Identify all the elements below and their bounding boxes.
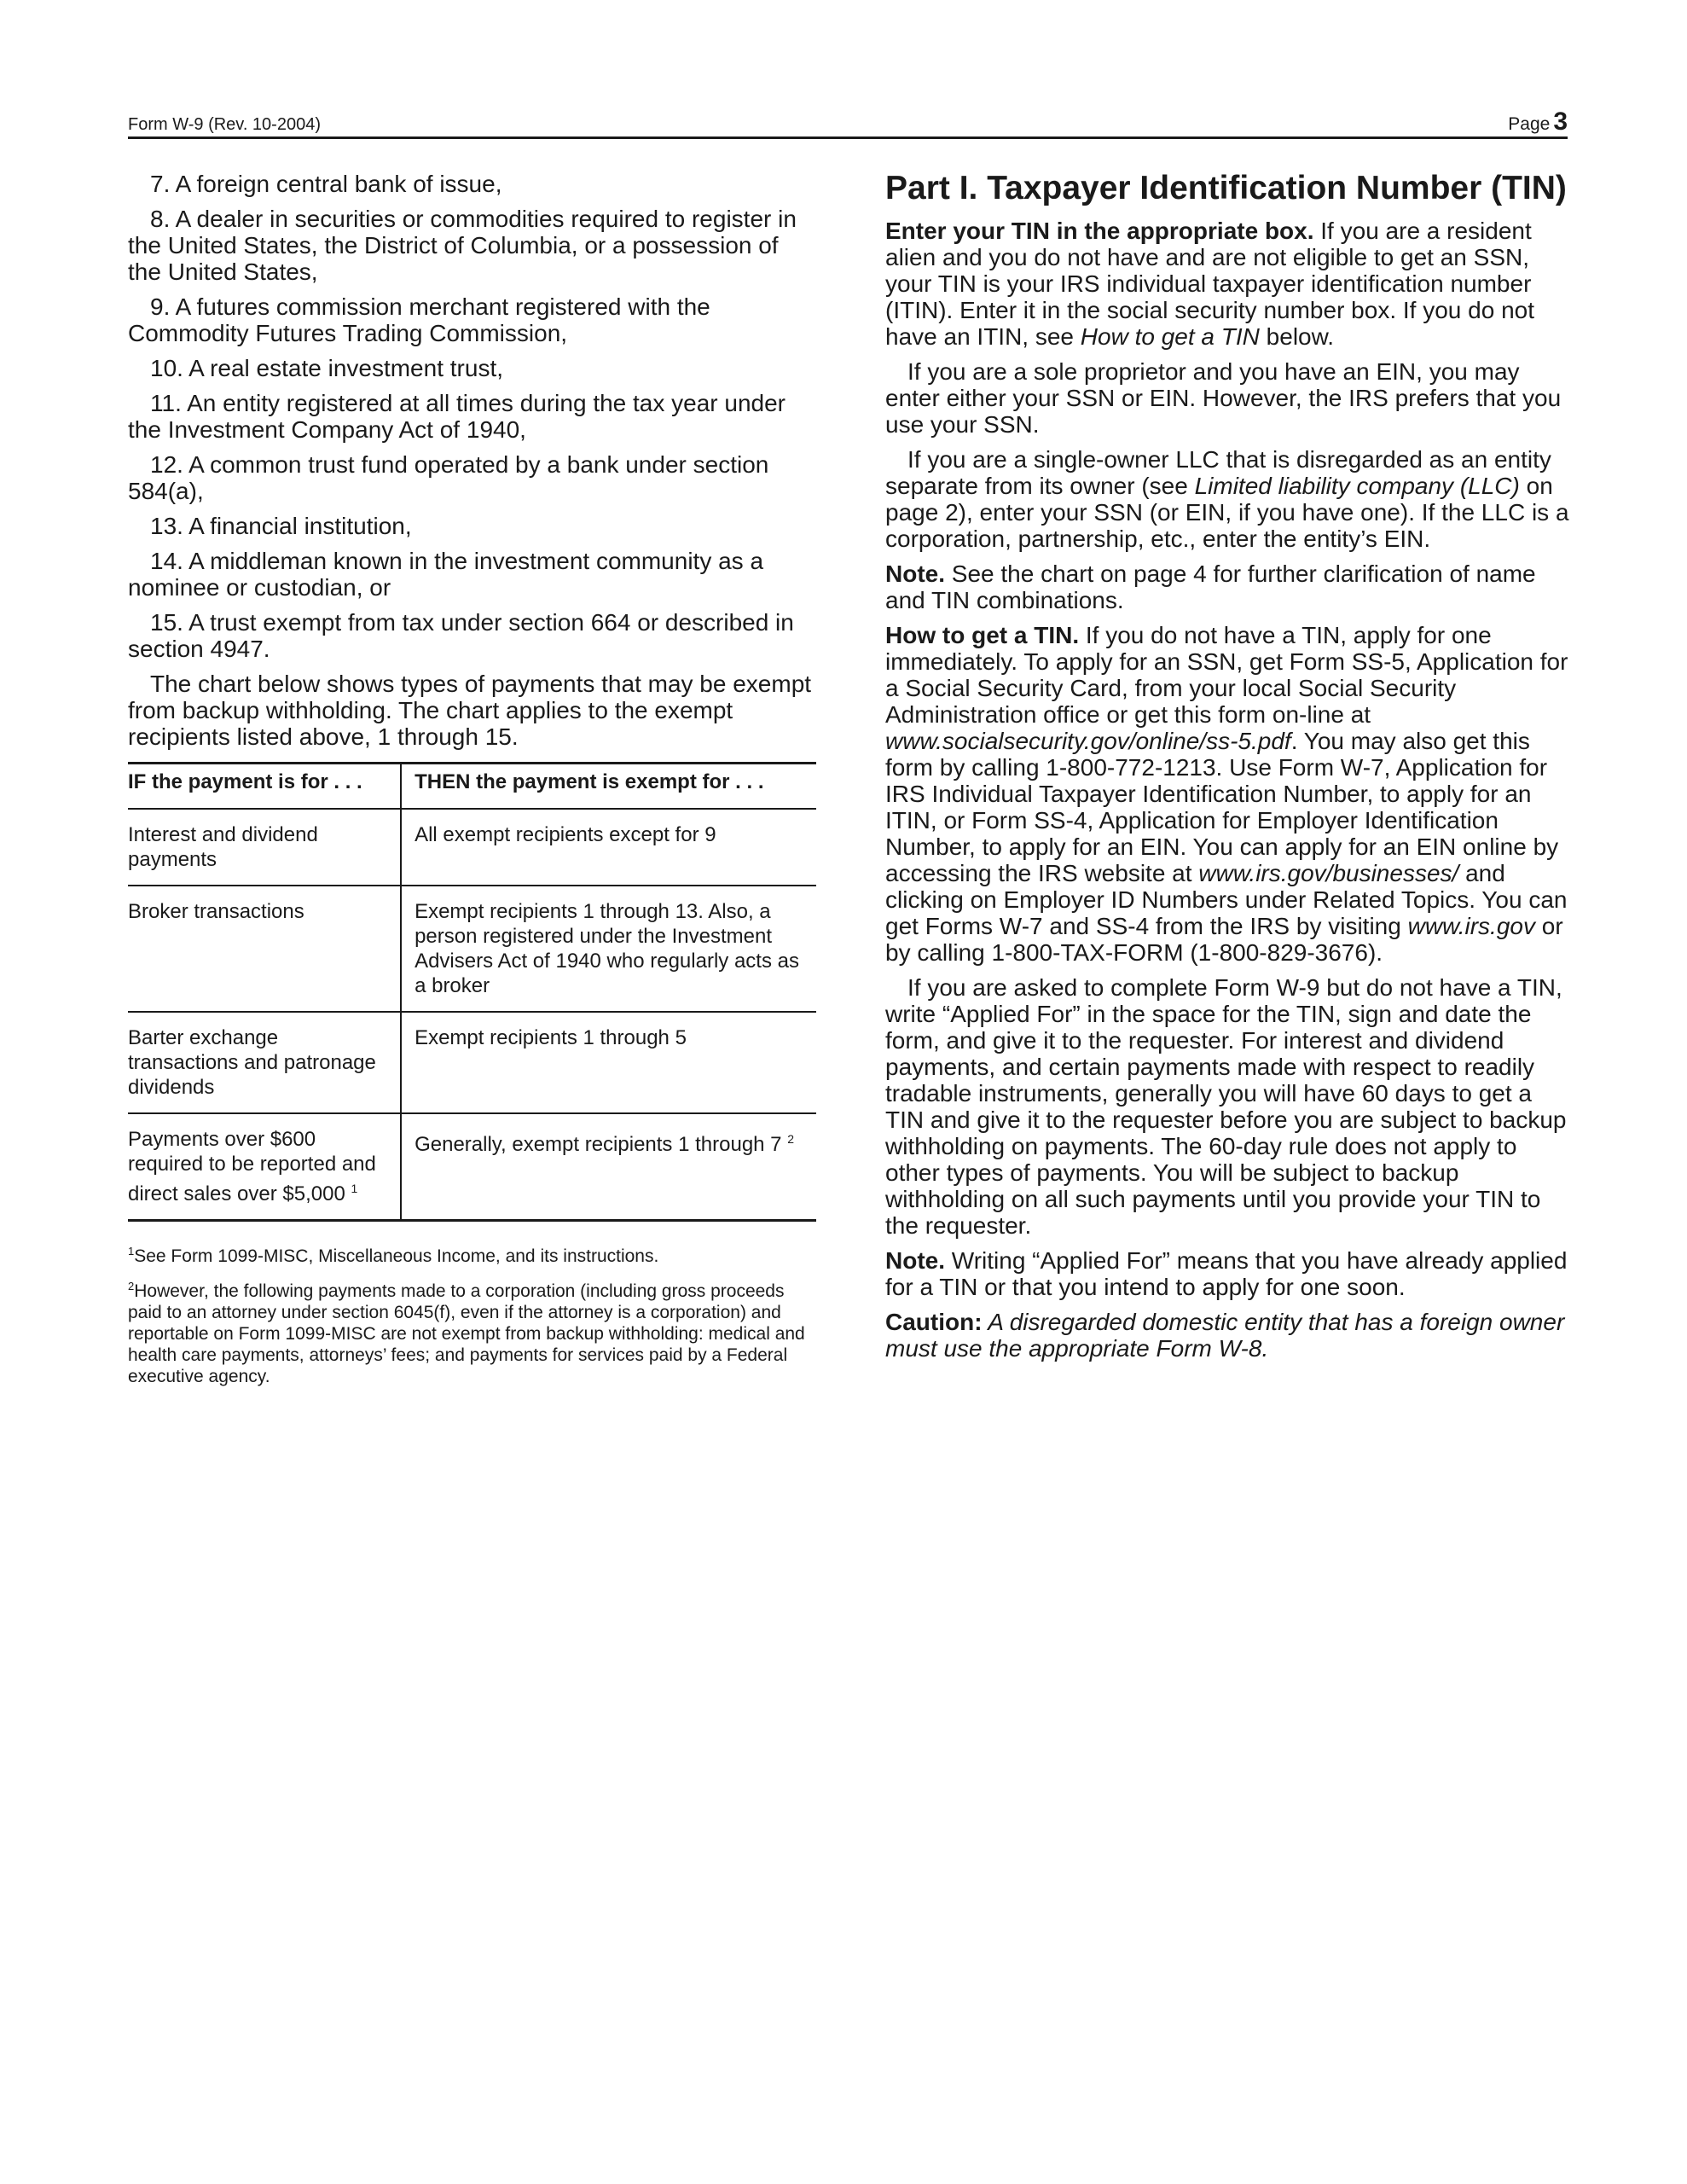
table-header-exempt: THEN the payment is exempt for . . .	[401, 764, 816, 810]
footnote-mark: 1	[128, 1245, 135, 1258]
exempt-item-7: 7. A foreign central bank of issue,	[150, 171, 502, 197]
paragraph-text: If you are a single-owner LLC that is disregarded as an entity separate from its owner (see	[885, 446, 1551, 499]
footnote-ref: 2	[787, 1132, 794, 1146]
table-row	[128, 809, 816, 886]
lead-in: Note.	[885, 561, 945, 587]
page-header	[128, 107, 1568, 138]
exempt-item-11: 11. An entity registered at all times during the tax year under the Investment Company Act of 1940,	[128, 390, 786, 443]
caution-paragraph	[885, 1309, 1576, 1362]
page-word: Page	[1508, 114, 1551, 134]
llc-paragraph	[885, 446, 1576, 552]
lead-in: How to get a TIN.	[885, 622, 1080, 648]
payment-cell: Barter exchange transactions and patronage dividends	[128, 1012, 401, 1113]
header-rule	[128, 136, 1568, 139]
ssa-url-link[interactable]: www.socialsecurity.gov/online/ss-5.pdf	[885, 728, 1291, 754]
exempt-item-9: 9. A futures commission merchant registered with the Commodity Futures Trading Commission,	[128, 293, 710, 346]
payment-cell: Interest and dividend payments	[128, 809, 401, 886]
paragraph-text: Writing “Applied For” means that you have already applied for a TIN or that you intend to apply for one soon.	[885, 1247, 1568, 1300]
exempt-cell	[401, 1113, 816, 1221]
exempt-cell: Exempt recipients 1 through 13. Also, a person registered under the Investment Advisers Act of 1940 who regularly acts as a broker	[401, 886, 816, 1012]
exempt-item-10: 10. A real estate investment trust,	[150, 355, 503, 381]
exempt-item-8: 8. A dealer in securities or commodities required to register in the United States, the District of Columbia, or a possession of the United States,	[128, 206, 797, 285]
applied-for-paragraph: If you are asked to complete Form W-9 but do not have a TIN, write “Applied For” in the space for the TIN, sign and date the form, and give it to the requester. For interest and dividend payments, and certain payments made with respect to readily tradable instruments, generally you will have 60 days to get a TIN and give it to the requester before you are subject to backup withholding on payments. The 60-day rule does not apply to other types of payments. You will be subject to backup withholding on all such payments until you provide your TIN to the requester.	[885, 974, 1567, 1239]
table-header-row	[128, 764, 816, 810]
footnote-text: See Form 1099-MISC, Miscellaneous Income, and its instructions.	[134, 1246, 659, 1266]
table-header-payment: IF the payment is for . . .	[128, 770, 362, 793]
exemption-table	[128, 762, 816, 1222]
lead-in: Enter your TIN in the appropriate box.	[885, 218, 1314, 244]
note-paragraph	[885, 561, 1576, 613]
lead-in: Note.	[885, 1247, 945, 1274]
right-column	[885, 171, 1576, 1370]
chart-intro: The chart below shows types of payments that may be exempt from backup withholding. The chart applies to the exempt recipients listed above, 1 through 15.	[128, 671, 812, 750]
paragraph-text: below.	[1259, 323, 1335, 350]
exempt-cell: Exempt recipients 1 through 5	[401, 1012, 816, 1113]
note-paragraph	[885, 1247, 1576, 1300]
paragraph-text: or by calling 1-800-TAX-FORM (1-800-829-3676).	[885, 913, 1563, 966]
footnote-mark: 2	[128, 1280, 135, 1292]
exempt-item-13: 13. A financial institution,	[150, 513, 412, 539]
paragraph-text: If you are a resident alien and you do not have and are not eligible to get an SSN, your TIN is your IRS individual taxpayer identification number (ITIN). Enter it in the social security number box. If you do not have an ITIN, see	[885, 218, 1534, 350]
cross-reference: How to get a TIN	[1080, 323, 1260, 350]
paragraph-text: and clicking on Employer ID Numbers under Related Topics. You can get Forms W-7 and SS-4 from the IRS by visiting	[885, 860, 1568, 939]
table-row	[128, 1113, 816, 1221]
paragraph-text: See the chart on page 4 for further clarification of name and TIN combinations.	[885, 561, 1536, 613]
footnotes	[128, 1240, 816, 1387]
page-indicator	[1508, 107, 1568, 136]
exempt-item-14: 14. A middleman known in the investment community as a nominee or custodian, or	[128, 548, 764, 601]
form-label: Form W-9 (Rev. 10-2004)	[128, 115, 321, 134]
footnote-text: However, the following payments made to a corporation (including gross proceeds paid to an attorney under section 6045(f), even if the attorney is a corporation) and reportable on Form 1099-MISC are not exempt from backup withholding: medical and health care payments, attorneys’ fees; and payments for services paid by a Federal executive agency.	[128, 1281, 805, 1386]
irs-url-link[interactable]: www.irs.gov	[1407, 913, 1535, 939]
sole-proprietor-paragraph: If you are a sole proprietor and you have an EIN, you may enter either your SSN or EIN. However, the IRS prefers that you use your SSN.	[885, 358, 1562, 438]
exempt-text: Generally, exempt recipients 1 through 7	[415, 1133, 782, 1156]
exempt-cell: All exempt recipients except for 9	[401, 809, 816, 886]
payment-text: Payments over $600 required to be reported and direct sales over $5,000	[128, 1128, 376, 1205]
cross-reference: Limited liability company (LLC)	[1194, 473, 1520, 499]
payment-cell: Broker transactions	[128, 886, 401, 1012]
how-to-get-tin-paragraph	[885, 622, 1576, 966]
enter-tin-paragraph	[885, 218, 1576, 350]
table-row	[128, 1012, 816, 1113]
paragraph-text: If you do not have a TIN, apply for one immediately. To apply for an SSN, get Form SS-5, Application for a Social Security Card, from your local Social Security Administration office or get this form on-line at	[885, 622, 1568, 728]
left-column	[128, 171, 816, 1387]
exempt-item-15: 15. A trust exempt from tax under section 664 or described in section 4947.	[128, 609, 794, 662]
page-number: 3	[1553, 107, 1568, 136]
section-title: Part I. Taxpayer Identification Number (TIN)	[885, 170, 1567, 206]
exempt-item-12: 12. A common trust fund operated by a bank under section 584(a),	[128, 451, 769, 504]
caution-text: A disregarded domestic entity that has a foreign owner must use the appropriate Form W-8.	[885, 1309, 1565, 1362]
footnote-1	[128, 1240, 816, 1267]
paragraph-text: . You may also get this form by calling 1-800-772-1213. Use Form W-7, Application for IRS Individual Taxpayer Identification Number, to apply for an ITIN, or Form SS-4, Application for Employer Identification Number, to apply for an EIN. You can apply for an EIN online by accessing the IRS website at	[885, 728, 1559, 886]
irs-businesses-url-link[interactable]: www.irs.gov/businesses/	[1198, 860, 1459, 886]
paragraph-text: on page 2), enter your SSN (or EIN, if you have one). If the LLC is a corporation, partnership, etc., enter the entity’s EIN.	[885, 473, 1569, 552]
table-row	[128, 886, 816, 1012]
footnote-ref: 1	[351, 1182, 358, 1195]
lead-in: Caution:	[885, 1309, 983, 1335]
payment-cell	[128, 1113, 401, 1221]
footnote-2	[128, 1275, 816, 1387]
